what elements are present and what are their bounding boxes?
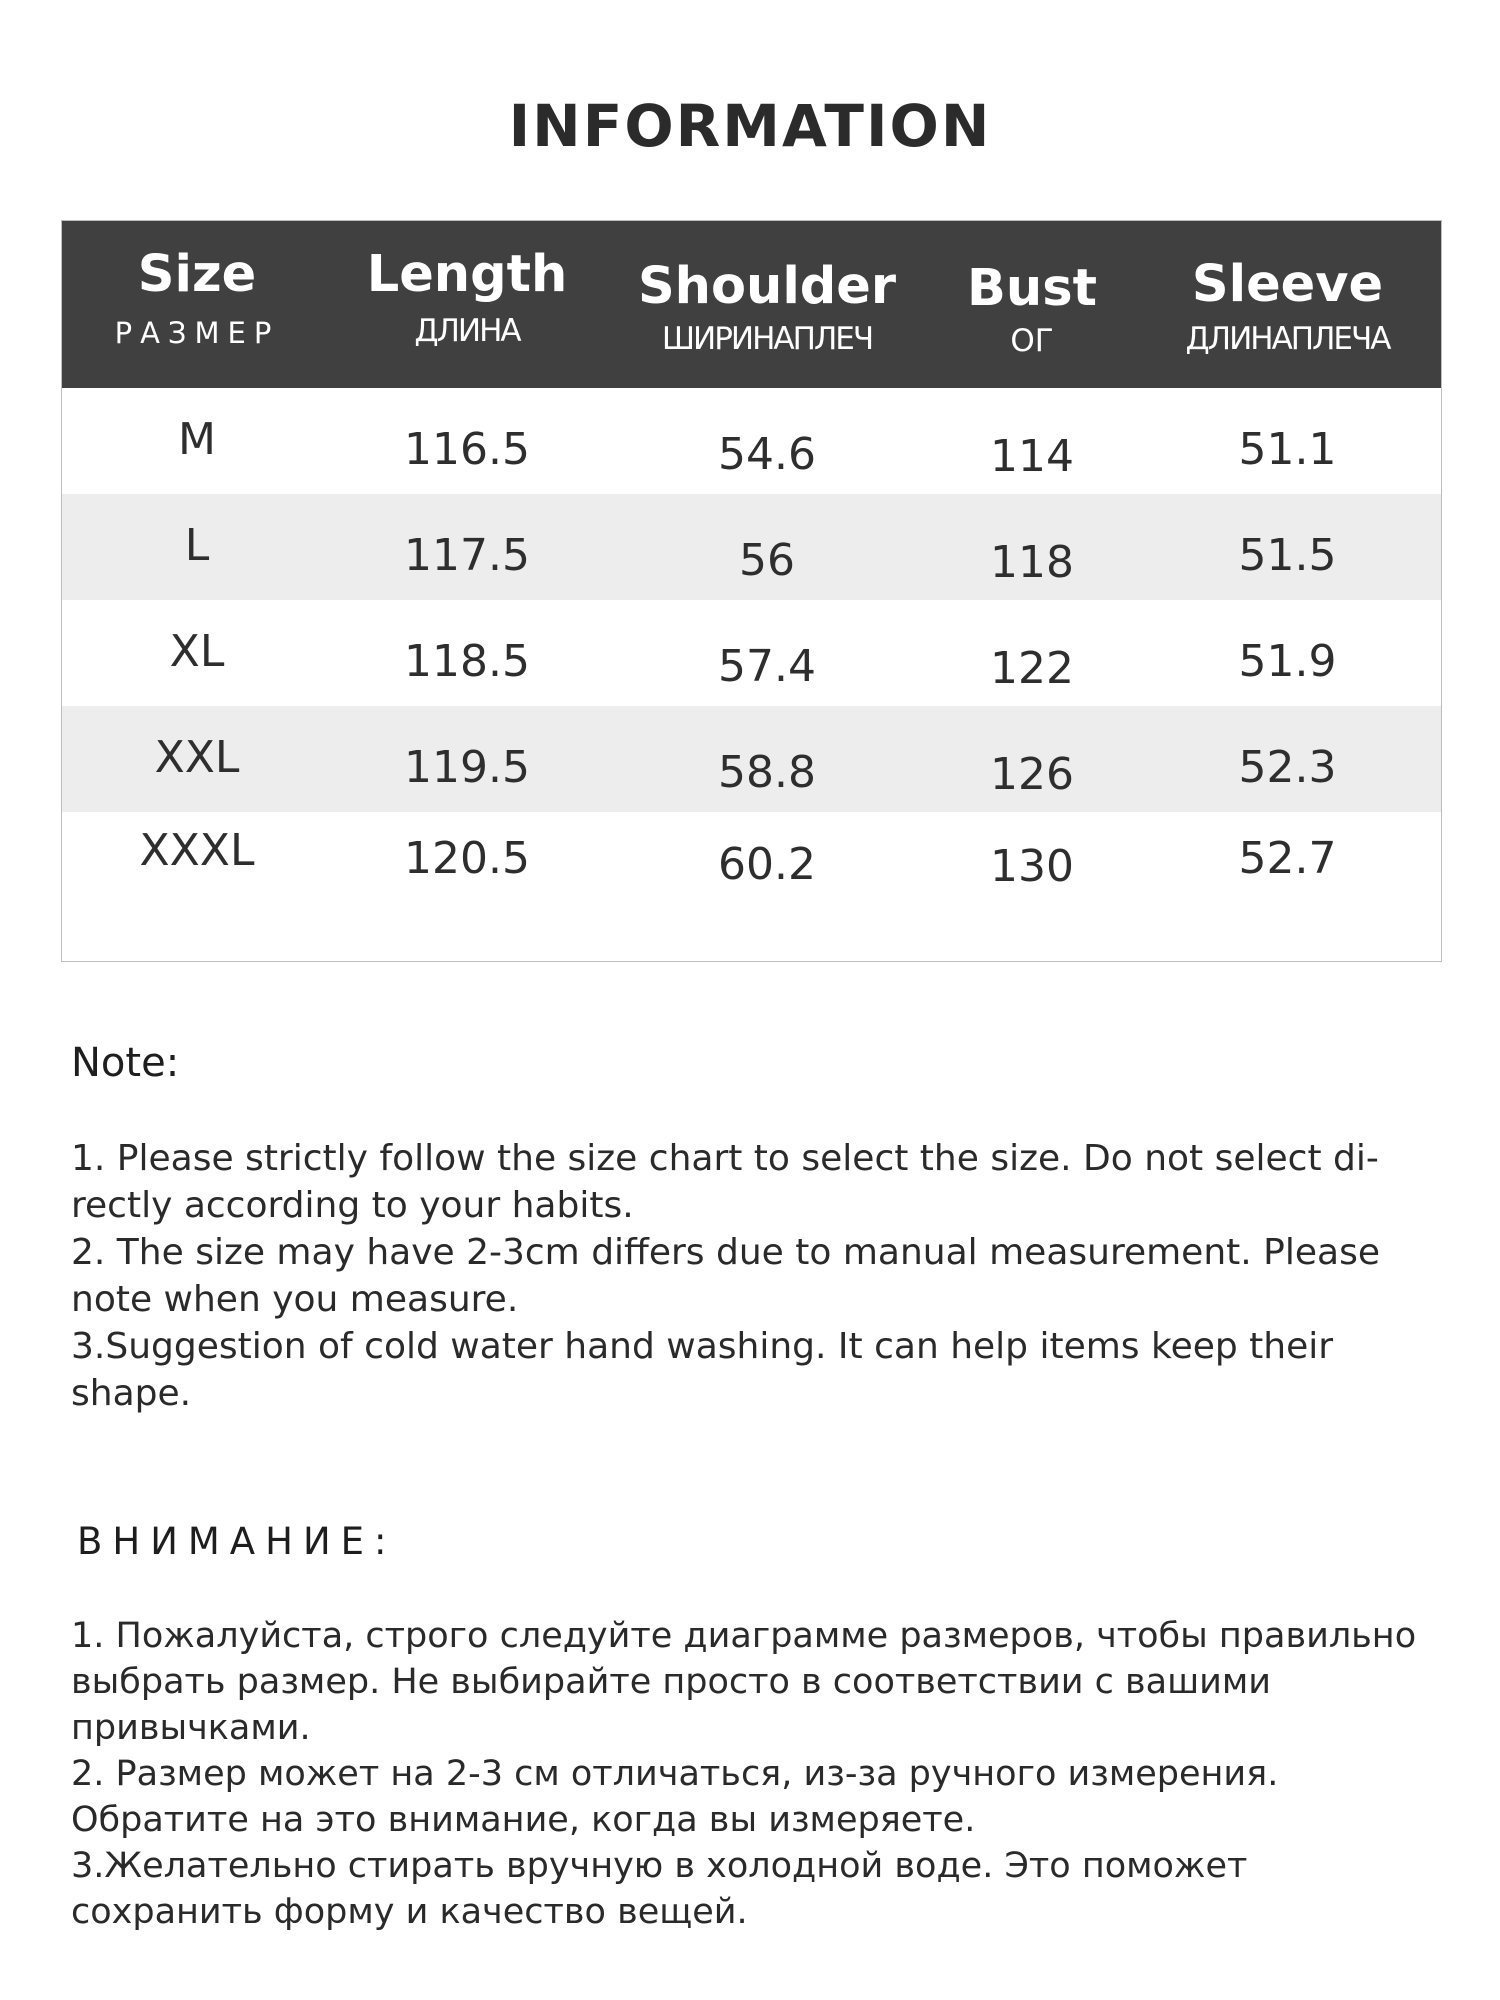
cell-sleeve: 52.7 xyxy=(1238,833,1337,884)
cell-sleeve: 51.5 xyxy=(1238,530,1337,581)
header-sleeve-en: Sleeve xyxy=(1191,255,1384,314)
header-sleeve xyxy=(1132,221,1443,388)
header-length-en: Length xyxy=(366,245,568,304)
cell-shoulder: 54.6 xyxy=(718,429,816,480)
cell-size: M xyxy=(178,414,216,465)
note-item: 3.Suggestion of cold water hand washing. It can help items keep their shape. xyxy=(71,1326,1334,1414)
note-list xyxy=(71,1135,1401,1417)
cell-sleeve: 52.3 xyxy=(1238,742,1337,793)
ru-note-item: 3.Желательно стирать вручную в холодной воде. Это поможет сохранить форму и качество вещей. xyxy=(71,1846,1248,1932)
size-chart-table xyxy=(61,220,1442,962)
cell-length: 119.5 xyxy=(404,742,530,793)
page-title: INFORMATION xyxy=(508,92,992,160)
cell-length: 117.5 xyxy=(404,530,530,581)
note-item: 2. The size may have 2-3cm differs due to manual measurement. Please note when you measure. xyxy=(71,1232,1380,1320)
header-length-ru: ДЛИНА xyxy=(414,313,520,349)
header-sleeve-ru: ДЛИНАПЛЕЧА xyxy=(1185,321,1390,357)
table-row xyxy=(62,706,1441,812)
table-row xyxy=(62,388,1441,494)
header-shoulder xyxy=(602,221,932,388)
cell-sleeve: 51.9 xyxy=(1238,636,1337,687)
cell-shoulder: 58.8 xyxy=(718,747,816,798)
header-bust-ru: ОГ xyxy=(1010,323,1054,359)
cell-shoulder: 57.4 xyxy=(718,641,816,692)
table-row xyxy=(62,812,1441,962)
ru-note-list xyxy=(71,1613,1431,1935)
ru-note-item: 1. Пожалуйста, строго следуйте диаграмме размеров, чтобы правильно выбрать размер. Не выбирайте просто в соответствии с вашими привычками. xyxy=(71,1616,1417,1748)
header-length xyxy=(332,221,602,388)
table-header xyxy=(62,221,1441,388)
cell-shoulder: 56 xyxy=(739,535,795,586)
cell-bust: 126 xyxy=(990,749,1074,800)
header-size xyxy=(62,221,332,388)
ru-note-heading: ВНИМАНИЕ: xyxy=(77,1520,397,1563)
cell-size: L xyxy=(184,520,210,571)
cell-length: 118.5 xyxy=(404,636,530,687)
table-row xyxy=(62,494,1441,600)
cell-length: 116.5 xyxy=(404,424,530,475)
table-row xyxy=(62,600,1441,706)
header-shoulder-ru: ШИРИНАПЛЕЧ xyxy=(661,321,873,357)
cell-sleeve: 51.1 xyxy=(1238,424,1337,475)
note-heading: Note: xyxy=(71,1040,180,1086)
cell-size: XXL xyxy=(154,732,240,783)
header-shoulder-en: Shoulder xyxy=(637,257,897,316)
cell-bust: 122 xyxy=(990,643,1074,694)
ru-note-item: 2. Размер может на 2-3 см отличаться, из-за ручного измерения. Обратите на это внимание, когда вы измеряете. xyxy=(71,1754,1279,1840)
table-body xyxy=(62,388,1441,962)
header-bust xyxy=(932,221,1132,388)
cell-bust: 118 xyxy=(990,537,1074,588)
header-bust-en: Bust xyxy=(967,259,1097,318)
cell-size: XL xyxy=(169,626,225,677)
cell-size: XXXL xyxy=(139,825,255,876)
cell-bust: 130 xyxy=(990,841,1074,892)
cell-shoulder: 60.2 xyxy=(718,839,816,890)
cell-length: 120.5 xyxy=(404,833,530,884)
note-item: 1. Please strictly follow the size chart to select the size. Do not select di-rectly according to your habits. xyxy=(71,1138,1379,1226)
cell-bust: 114 xyxy=(990,431,1074,482)
header-size-en: Size xyxy=(137,245,257,304)
header-size-ru: РАЗМЕР xyxy=(114,316,280,350)
